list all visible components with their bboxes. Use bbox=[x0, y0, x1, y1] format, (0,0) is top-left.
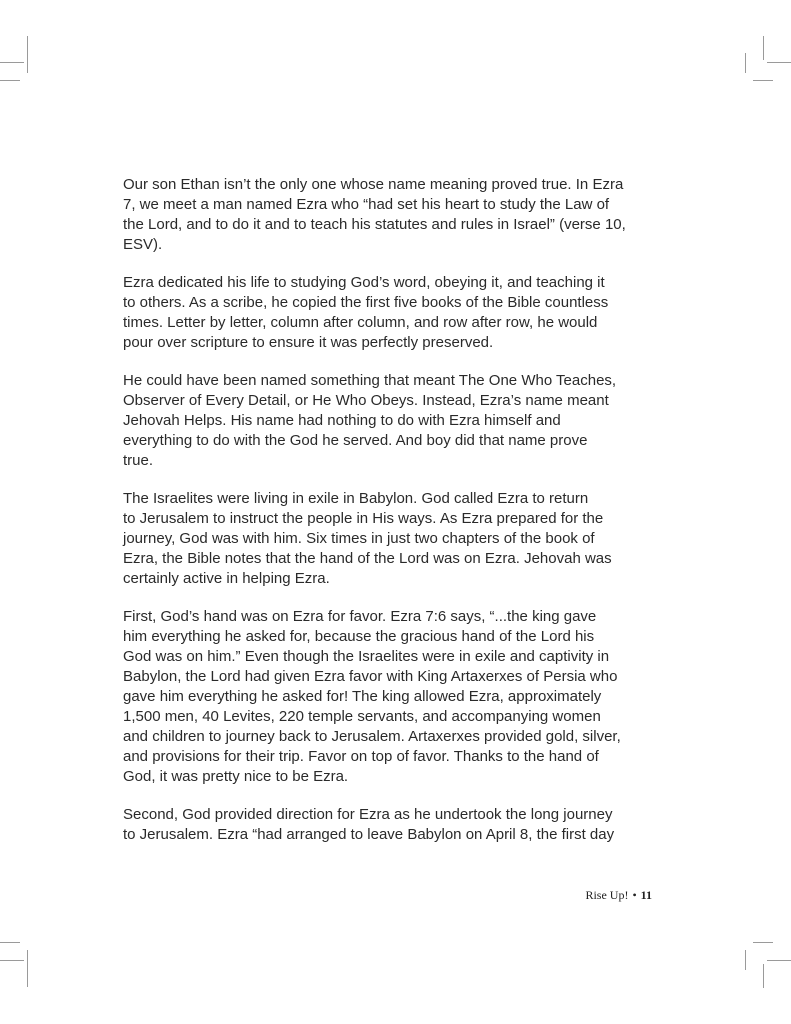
text-line: Ezra dedicated his life to studying God’s word, obeying it, and teaching it bbox=[123, 274, 605, 291]
crop-mark-bottom-right-h2 bbox=[767, 960, 791, 961]
crop-mark-top-left-v bbox=[27, 36, 28, 73]
crop-mark-bottom-left-v bbox=[27, 950, 28, 987]
crop-mark-bottom-left-h2 bbox=[0, 960, 24, 961]
text-line: journey, God was with him. Six times in just two chapters of the book of bbox=[123, 530, 595, 547]
text-line: and children to journey back to Jerusalem. Artaxerxes provided gold, silver, bbox=[123, 728, 621, 745]
crop-mark-top-left-h1 bbox=[0, 62, 24, 63]
crop-mark-top-right-v1 bbox=[763, 36, 764, 60]
footer-separator: • bbox=[632, 888, 637, 902]
page-number: 11 bbox=[640, 888, 652, 902]
page-footer bbox=[560, 888, 652, 903]
crop-mark-top-right-v2 bbox=[745, 53, 746, 73]
crop-mark-bottom-right-h1 bbox=[753, 942, 773, 943]
paragraph-4 bbox=[123, 489, 653, 589]
text-line: certainly active in helping Ezra. bbox=[123, 570, 330, 587]
text-line: Babylon, the Lord had given Ezra favor with King Artaxerxes of Persia who bbox=[123, 668, 618, 685]
crop-mark-bottom-right-v1 bbox=[745, 950, 746, 970]
text-line: times. Letter by letter, column after column, and row after row, he would bbox=[123, 314, 598, 331]
text-line: gave him everything he asked for! The king allowed Ezra, approximately bbox=[123, 688, 602, 705]
text-line: the Lord, and to do it and to teach his statutes and rules in Israel” (verse 10, bbox=[123, 216, 626, 233]
text-line: Observer of Every Detail, or He Who Obeys. Instead, Ezra’s name meant bbox=[123, 392, 609, 409]
text-line: true. bbox=[123, 452, 154, 469]
text-line: He could have been named something that meant The One Who Teaches, bbox=[123, 372, 617, 389]
crop-mark-bottom-right-v2 bbox=[763, 964, 764, 988]
text-line: Ezra, the Bible notes that the hand of the Lord was on Ezra. Jehovah was bbox=[123, 550, 612, 567]
text-line: pour over scripture to ensure it was perfectly preserved. bbox=[123, 334, 494, 351]
text-line: 7, we meet a man named Ezra who “had set his heart to study the Law of bbox=[123, 196, 610, 213]
text-line: Jehovah Helps. His name had nothing to do with Ezra himself and bbox=[123, 412, 561, 429]
paragraph-6 bbox=[123, 805, 653, 845]
crop-mark-bottom-left-h1 bbox=[0, 942, 20, 943]
text-line: God was on him.” Even though the Israelites were in exile and captivity in bbox=[123, 648, 610, 665]
text-line: to others. As a scribe, he copied the first five books of the Bible countless bbox=[123, 294, 609, 311]
paragraph-1 bbox=[123, 175, 653, 255]
text-line: to Jerusalem. Ezra “had arranged to leave Babylon on April 8, the first day bbox=[123, 826, 615, 843]
crop-mark-top-right-h1 bbox=[767, 62, 791, 63]
paragraph-2 bbox=[123, 273, 653, 353]
crop-mark-top-left-h2 bbox=[0, 80, 20, 81]
text-line: The Israelites were living in exile in Babylon. God called Ezra to return bbox=[123, 490, 589, 507]
text-line: First, God’s hand was on Ezra for favor. Ezra 7:6 says, “...the king gave bbox=[123, 608, 597, 625]
paragraph-5 bbox=[123, 607, 653, 787]
text-line: 1,500 men, 40 Levites, 220 temple servants, and accompanying women bbox=[123, 708, 601, 725]
text-line: ESV). bbox=[123, 236, 163, 253]
text-line: him everything he asked for, because the gracious hand of the Lord his bbox=[123, 628, 595, 645]
body-text bbox=[123, 175, 653, 863]
crop-mark-top-right-h2 bbox=[753, 80, 773, 81]
text-line: and provisions for their trip. Favor on top of favor. Thanks to the hand of bbox=[123, 748, 599, 765]
paragraph-3 bbox=[123, 371, 653, 471]
text-line: Second, God provided direction for Ezra as he undertook the long journey bbox=[123, 806, 613, 823]
text-line: Our son Ethan isn’t the only one whose name meaning proved true. In Ezra bbox=[123, 176, 624, 193]
book-title: Rise Up! bbox=[585, 888, 629, 902]
text-line: to Jerusalem to instruct the people in His ways. As Ezra prepared for the bbox=[123, 510, 604, 527]
text-line: God, it was pretty nice to be Ezra. bbox=[123, 768, 349, 785]
text-line: everything to do with the God he served. And boy did that name prove bbox=[123, 432, 588, 449]
